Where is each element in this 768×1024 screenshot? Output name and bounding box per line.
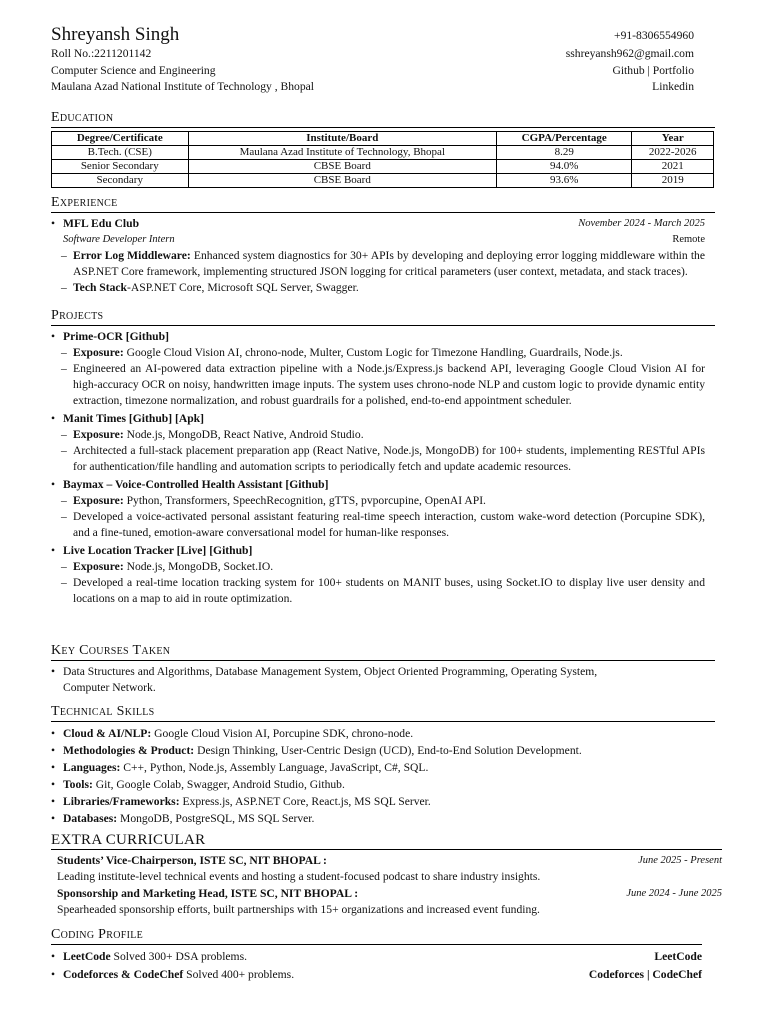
role-title: Software Developer Intern bbox=[63, 234, 175, 245]
project-title[interactable]: Prime-OCR [Github] bbox=[63, 330, 169, 343]
exposure-label: Exposure: bbox=[73, 494, 124, 507]
email-link[interactable]: sshreyansh962@gmail.com bbox=[565, 47, 694, 60]
experience-dates: November 2024 - March 2025 bbox=[578, 218, 705, 229]
project-description: – Developed a voice-activated personal assistant featuring real-time speech interaction, custom wake-word detection (Porcupine SDK), and a fine-tuned, emotion-aware conversational model for human-like responses. bbox=[51, 509, 715, 541]
point-label: Error Log Middleware: bbox=[73, 249, 191, 262]
projects-heading: Projects bbox=[51, 308, 715, 326]
table-cell: 8.29 bbox=[497, 146, 632, 160]
exposure-text: Node.js, MongoDB, Socket.IO. bbox=[123, 560, 274, 573]
work-location: Remote bbox=[672, 234, 705, 245]
table-cell: CBSE Board bbox=[188, 174, 497, 188]
activity-title: Students’ Vice-Chairperson, ISTE SC, NIT BHOPAL : bbox=[57, 854, 327, 867]
project-description: – Developed a real-time location tracking system for 100+ students on MANIT buses, using Socket.IO to display live user density and locations on a map to aid in route optimization. bbox=[51, 575, 715, 607]
skill-item bbox=[51, 759, 715, 776]
exposure-label: Exposure: bbox=[73, 428, 124, 441]
table-cell: B.Tech. (CSE) bbox=[52, 146, 189, 160]
point-text: -ASP.NET Core, Microsoft SQL Server, Swagger. bbox=[127, 281, 359, 294]
skills-section bbox=[51, 704, 715, 827]
project-title[interactable]: Live Location Tracker [Live] [Github] bbox=[63, 544, 253, 557]
coding-section bbox=[51, 927, 702, 984]
activity-dates: June 2025 - Present bbox=[638, 855, 722, 866]
table-row bbox=[52, 160, 714, 174]
linkedin-link[interactable]: Linkedin bbox=[652, 80, 694, 93]
exposure-label: Exposure: bbox=[73, 560, 124, 573]
exposure-text: Node.js, MongoDB, React Native, Android Studio. bbox=[123, 428, 364, 441]
skill-text: Google Cloud Vision AI, Porcupine SDK, chrono-node. bbox=[151, 727, 414, 740]
coding-label: Codeforces & CodeChef bbox=[63, 968, 184, 981]
education-heading: Education bbox=[51, 110, 715, 128]
skill-item bbox=[51, 725, 715, 742]
courses-list: • Data Structures and Algorithms, Database Management System, Object Oriented Programming, Operating System, Computer Network. bbox=[51, 664, 635, 696]
activity-item bbox=[51, 853, 722, 885]
skill-text: MongoDB, PostgreSQL, MS SQL Server. bbox=[117, 812, 315, 825]
roll-number: Roll No.:2211201142 bbox=[51, 47, 152, 60]
extracurricular-heading: EXTRA CURRICULAR bbox=[51, 832, 722, 850]
activity-dates: June 2024 - June 2025 bbox=[626, 888, 722, 899]
skill-label: Databases: bbox=[63, 812, 118, 825]
skill-label: Cloud & AI/NLP: bbox=[63, 727, 152, 740]
project-item bbox=[51, 329, 705, 345]
skill-text: Express.js, ASP.NET Core, React.js, MS SQL Server. bbox=[179, 795, 431, 808]
education-section bbox=[51, 110, 715, 188]
table-header: Year bbox=[632, 132, 714, 146]
project-description: – Engineered an AI-powered data extraction pipeline with a Node.js/Express.js backend API, leveraging Google Cloud Vision AI for high-accuracy OCR on noisy, handwritten image inputs. The system uses chrono-node NLP and custom logic to provide dynamic entity extraction, timezone normalization, and robust guardrails for a polished, end-to-end appointment scheduler. bbox=[51, 361, 715, 409]
activity-title: Sponsorship and Marketing Head, ISTE SC, NIT BHOPAL : bbox=[57, 887, 359, 900]
table-cell: 94.0% bbox=[497, 160, 632, 174]
coding-item bbox=[51, 948, 702, 966]
project-item bbox=[51, 477, 705, 493]
activity-description: Leading institute-level technical events and hosting a student-focused podcast to share industry insights. bbox=[57, 870, 541, 883]
table-cell: 93.6% bbox=[497, 174, 632, 188]
table-cell: 2019 bbox=[632, 174, 714, 188]
coding-text: Solved 300+ DSA problems. bbox=[110, 950, 247, 963]
activity-description: Spearheaded sponsorship efforts, built partnerships with 15+ organizations and increased event funding. bbox=[57, 903, 540, 916]
coding-label: LeetCode bbox=[63, 950, 111, 963]
table-cell: Secondary bbox=[52, 174, 189, 188]
courses-heading: Key Courses Taken bbox=[51, 643, 715, 661]
institute-name: Maulana Azad National Institute of Technology , Bhopal bbox=[51, 80, 314, 93]
project-exposure bbox=[51, 427, 715, 443]
coding-heading: Coding Profile bbox=[51, 927, 702, 945]
table-header-row bbox=[52, 132, 714, 146]
org-name: • MFL Edu Club bbox=[63, 217, 140, 230]
table-cell: 2021 bbox=[632, 160, 714, 174]
table-cell: Senior Secondary bbox=[52, 160, 189, 174]
candidate-name: Shreyansh Singh bbox=[51, 24, 180, 45]
project-item bbox=[51, 411, 705, 427]
education-table bbox=[51, 131, 714, 188]
project-description: – Architected a full-stack placement preparation app (React Native, Node.js, MongoDB) for 100+ students, implementing RESTful APIs for authentication/file handling and automation scripts to periodically fetch and update academic resources. bbox=[51, 443, 715, 475]
courses-section bbox=[51, 643, 715, 696]
phone-number: +91-8306554960 bbox=[614, 29, 694, 42]
table-header: Degree/Certificate bbox=[52, 132, 189, 146]
exposure-label: Exposure: bbox=[73, 346, 124, 359]
project-item bbox=[51, 543, 705, 559]
department: Computer Science and Engineering bbox=[51, 63, 216, 77]
table-cell: 2022-2026 bbox=[632, 146, 714, 160]
table-header: CGPA/Percentage bbox=[497, 132, 632, 146]
resume-header bbox=[51, 24, 694, 96]
coding-text: Solved 400+ problems. bbox=[183, 968, 295, 981]
experience-section bbox=[51, 195, 715, 296]
skill-label: Methodologies & Product: bbox=[63, 744, 195, 757]
skill-item bbox=[51, 793, 715, 810]
skill-item bbox=[51, 810, 715, 827]
skill-text: Git, Google Colab, Swagger, Android Studio, Github. bbox=[92, 778, 345, 791]
project-title[interactable]: Baymax – Voice-Controlled Health Assistant [Github] bbox=[63, 478, 329, 491]
table-header: Institute/Board bbox=[188, 132, 497, 146]
experience-item bbox=[51, 216, 715, 248]
skill-text: Design Thinking, User-Centric Design (UCD), End-to-End Solution Development. bbox=[194, 744, 582, 757]
table-row bbox=[52, 146, 714, 160]
projects-section bbox=[51, 308, 715, 607]
point-text: Enhanced system diagnostics for 30+ APIs by developing and deploying error logging middleware within the ASP.NET Core framework, implementing structured JSON logging for critical parameters (user context, metadata, and stack traces). bbox=[73, 249, 706, 278]
leetcode-link[interactable]: LeetCode bbox=[654, 950, 702, 963]
activity-item bbox=[51, 886, 722, 918]
skill-label: Libraries/Frameworks: bbox=[63, 795, 180, 808]
extracurricular-section bbox=[51, 832, 722, 918]
skill-item bbox=[51, 776, 715, 793]
experience-point bbox=[51, 280, 715, 296]
table-cell: Maulana Azad Institute of Technology, Bhopal bbox=[188, 146, 497, 160]
skill-item bbox=[51, 742, 715, 759]
skill-label: Languages: bbox=[63, 761, 121, 774]
table-cell: CBSE Board bbox=[188, 160, 497, 174]
exposure-text: Python, Transformers, SpeechRecognition, gTTS, pvporcupine, OpenAI API. bbox=[123, 494, 486, 507]
project-title[interactable]: Manit Times [Github] [Apk] bbox=[63, 412, 204, 425]
github-portfolio-links[interactable]: Github | Portfolio bbox=[612, 63, 694, 77]
project-exposure bbox=[51, 559, 715, 575]
point-label: Tech Stack bbox=[73, 281, 128, 294]
project-exposure bbox=[51, 345, 715, 361]
experience-heading: Experience bbox=[51, 195, 715, 213]
skill-text: C++, Python, Node.js, Assembly Language, JavaScript, C#, SQL. bbox=[120, 761, 429, 774]
table-row bbox=[52, 174, 714, 188]
exposure-text: Google Cloud Vision AI, chrono-node, Multer, Custom Logic for Timezone Handling, Guardrails, Node.js. bbox=[123, 346, 623, 359]
codeforces-codechef-links[interactable]: Codeforces | CodeChef bbox=[588, 968, 702, 981]
skills-heading: Technical Skills bbox=[51, 704, 715, 722]
skill-label: Tools: bbox=[63, 778, 93, 791]
experience-point bbox=[51, 248, 715, 280]
coding-item bbox=[51, 966, 702, 984]
project-exposure bbox=[51, 493, 715, 509]
